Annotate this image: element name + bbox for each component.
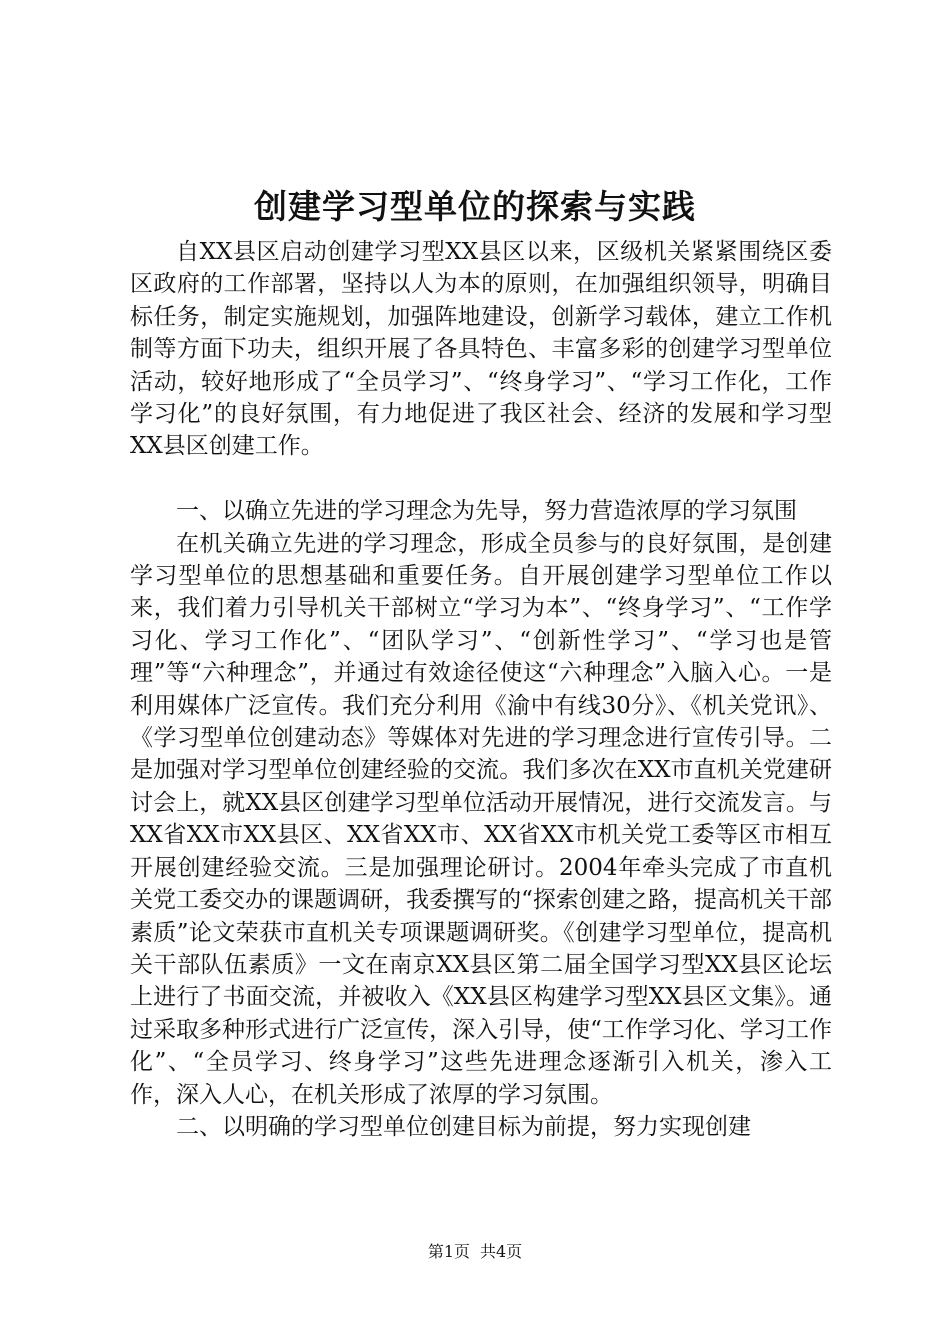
page-number: 第1页 [427,1242,470,1261]
section-heading-2: 二、以明确的学习型单位创建目标为前提，努力实现创建 [176,1113,751,1140]
document-body [130,236,832,1143]
page-total: 共4页 [480,1242,523,1261]
section-1-paragraph: 在机关确立先进的学习理念，形成全员参与的良好氛围，是创建学习型单位的思想基础和重要任务。自开展创建学习型单位工作以来，我们着力引导机关干部树立“学习为本”、“终身学习”、“工作学习化、学习工作化”、“团队学习”、“创新性学习”、“学习也是管理”等“六种理念”，并通过有效途径使这“六种理念”入脑入心。一是利用媒体广泛宣传。我们充分利用《渝中有线30分》、《机关党讯》、《学习型单位创建动态》等媒体对先进的学习理念进行宣传引导。二是加强对学习型单位创建经验的交流。我们多次在XX市直机关党建研讨会上，就XX县区创建学习型单位活动开展情况，进行交流发言。与XX省XX市XX县区、XX省XX市、XX省XX市机关党工委等区市相互开展创建经验交流。三是加强理论研讨。2004年牵头完成了市直机关党工委交办的课题调研，我委撰写的“探索创建之路，提高机关干部素质”论文荣获市直机关专项课题调研奖。《创建学习型单位，提高机关干部队伍素质》一文在南京XX县区第二届全国学习型XX县区论坛上进行了书面交流，并被收入《XX县区构建学习型XX县区文集》。通过采取多种形式进行广泛宣传，深入引导，使“工作学习化、学习工作化”、“全员学习、终身学习”这些先进理念逐渐引入机关，渗入工作，深入人心，在机关形成了浓厚的学习氛围。 [130,530,832,1108]
page-footer [0,1240,950,1264]
section-heading-1: 一、以确立先进的学习理念为先导，努力营造浓厚的学习氛围 [176,498,797,525]
intro-paragraph: 自XX县区启动创建学习型XX县区以来，区级机关紧紧围绕区委区政府的工作部署，坚持以人为本的原则，在加强组织领导，明确目标任务，制定实施规划，加强阵地建设，创新学习载体，建立工作机制等方面下功夫，组织开展了各具特色、丰富多彩的创建学习型单位活动，较好地形成了“全员学习”、“终身学习”、“学习工作化，工作学习化”的良好氛围，有力地促进了我区社会、经济的发展和学习型XX县区创建工作。 [130,239,832,460]
paragraph-spacer [130,463,832,495]
document-title: 创建学习型单位的探索与实践 [254,187,696,226]
